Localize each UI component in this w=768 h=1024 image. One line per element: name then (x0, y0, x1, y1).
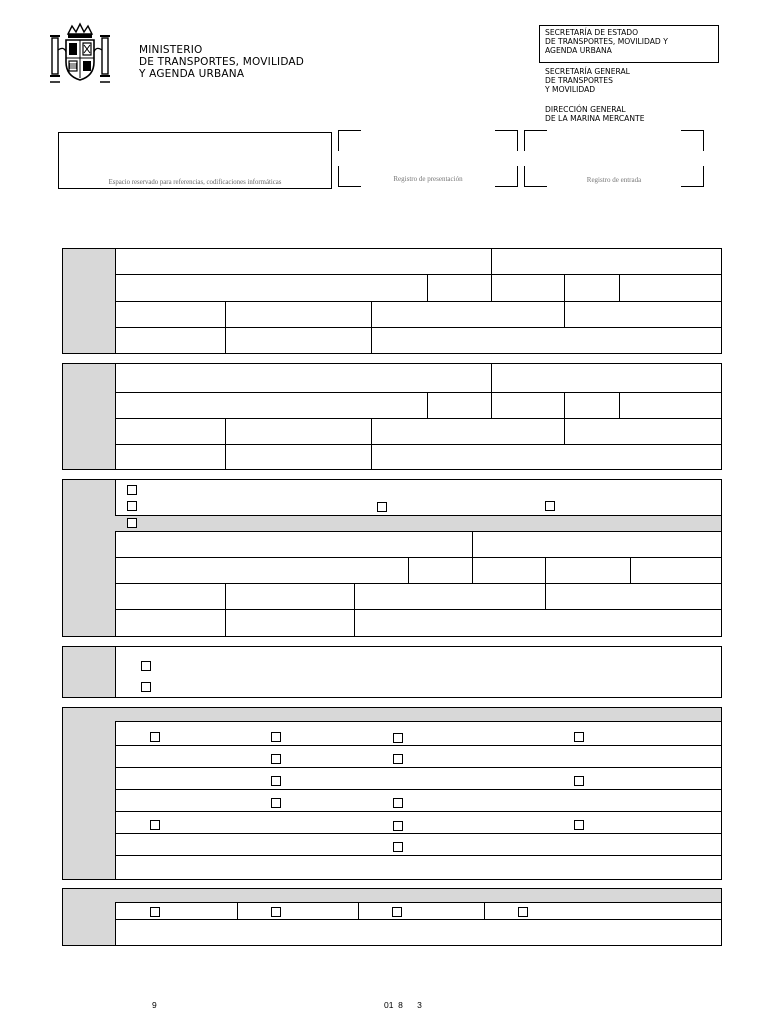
checkbox[interactable] (150, 907, 160, 917)
grid-rule (427, 274, 428, 301)
grid-rule (358, 903, 359, 919)
grid-rule (115, 418, 721, 419)
registro-presentacion-caption: Registro de presentación (393, 175, 463, 183)
section-3-label-band (63, 480, 116, 636)
grid-rule (354, 583, 355, 636)
secretariat-state (545, 28, 668, 56)
grid-rule (371, 418, 372, 469)
checkbox[interactable] (393, 754, 403, 764)
secretariat-state-line-3: AGENDA URBANA (545, 46, 612, 56)
section-2-grid (62, 363, 722, 470)
section-1-label-band (63, 249, 116, 353)
grid-rule (225, 418, 226, 469)
checkbox[interactable] (271, 754, 281, 764)
checkbox[interactable] (574, 776, 584, 786)
checkbox[interactable] (393, 733, 403, 743)
checkbox[interactable] (127, 501, 137, 511)
checkbox[interactable] (141, 661, 151, 671)
grid-rule (115, 392, 721, 393)
footer-center-code: 01 8 3 (384, 1000, 422, 1010)
section-3-grid (62, 479, 722, 637)
section-6-header-band (115, 889, 721, 903)
section-2-label-band (63, 364, 116, 469)
grid-rule (115, 609, 721, 610)
section-5-grid (62, 707, 722, 880)
grid-rule (115, 583, 721, 584)
directorate-line-2: DE LA MARINA MERCANTE (545, 114, 645, 124)
checkbox[interactable] (545, 501, 555, 511)
grid-rule (115, 919, 721, 920)
checkbox[interactable] (518, 907, 528, 917)
section-1-grid (62, 248, 722, 354)
section-3-subheader-band (115, 515, 721, 532)
grid-rule (491, 364, 492, 392)
grid-rule (491, 249, 492, 274)
ministry-line-2: DE TRANSPORTES, MOVILIDAD (139, 56, 305, 68)
secretariat-state-line-1: SECRETARÍA DE ESTADO (545, 28, 639, 37)
reference-box-caption: Espacio reservado para referencias, codificaciones informáticas (108, 179, 282, 186)
grid-rule (115, 767, 721, 768)
secretariat-general-line-1: SECRETARÍA GENERAL (545, 67, 630, 76)
ministry-name (139, 44, 304, 80)
checkbox[interactable] (393, 842, 403, 852)
corner-mark (338, 130, 361, 151)
directorate-line-1: DIRECCIÓN GENERAL (545, 105, 626, 114)
grid-rule (427, 392, 428, 418)
corner-mark (524, 130, 547, 151)
section-5-label-band (63, 708, 116, 879)
ministry-line-1: MINISTERIO (139, 44, 203, 56)
secretariat-state-line-2: DE TRANSPORTES, MOVILIDAD Y (545, 37, 668, 47)
section-5-header-band (115, 708, 721, 722)
section-4-grid (62, 646, 722, 698)
grid-rule (115, 745, 721, 746)
corner-mark (681, 130, 704, 151)
grid-rule (564, 418, 565, 444)
checkbox[interactable] (393, 798, 403, 808)
grid-rule (472, 531, 473, 557)
grid-rule (564, 301, 565, 327)
footer-left-code: 9 (152, 1000, 157, 1010)
checkbox[interactable] (574, 820, 584, 830)
grid-rule (115, 327, 721, 328)
secretariat-general (545, 67, 630, 95)
checkbox[interactable] (393, 821, 403, 831)
section-6-grid (62, 888, 722, 946)
grid-rule (115, 444, 721, 445)
secretariat-general-line-3: Y MOVILIDAD (545, 85, 596, 95)
grid-rule (408, 557, 409, 583)
grid-rule (371, 301, 372, 353)
grid-rule (472, 557, 473, 583)
grid-rule (225, 301, 226, 353)
ministry-line-3: Y AGENDA URBANA (139, 68, 245, 80)
grid-rule (564, 274, 565, 301)
checkbox[interactable] (377, 502, 387, 512)
grid-rule (545, 583, 546, 609)
checkbox[interactable] (271, 732, 281, 742)
grid-rule (115, 789, 721, 790)
checkbox[interactable] (150, 820, 160, 830)
grid-rule (619, 274, 620, 301)
checkbox[interactable] (271, 776, 281, 786)
secretariat-general-line-2: DE TRANSPORTES (545, 76, 613, 86)
directorate (545, 105, 645, 123)
registro-presentacion-area (338, 130, 518, 187)
section-6-label-band (63, 889, 116, 945)
registro-entrada-caption: Registro de entrada (586, 176, 642, 184)
checkbox[interactable] (150, 732, 160, 742)
checkbox[interactable] (271, 798, 281, 808)
grid-rule (115, 855, 721, 856)
grid-rule (491, 392, 492, 418)
grid-rule (484, 903, 485, 919)
grid-rule (564, 392, 565, 418)
grid-rule (115, 811, 721, 812)
grid-rule (630, 557, 631, 583)
reference-box[interactable] (58, 132, 332, 189)
checkbox[interactable] (127, 518, 137, 528)
grid-rule (225, 583, 226, 636)
grid-rule (115, 301, 721, 302)
checkbox[interactable] (127, 485, 137, 495)
checkbox[interactable] (392, 907, 402, 917)
grid-rule (115, 274, 721, 275)
coat-of-arms-logo (46, 20, 114, 88)
grid-rule (115, 833, 721, 834)
checkbox[interactable] (271, 907, 281, 917)
checkbox[interactable] (141, 682, 151, 692)
corner-mark (495, 130, 518, 151)
grid-rule (619, 392, 620, 418)
grid-rule (237, 903, 238, 919)
registro-entrada-area (524, 130, 704, 187)
checkbox[interactable] (574, 732, 584, 742)
section-4-label-band (63, 647, 116, 697)
grid-rule (545, 557, 546, 583)
grid-rule (491, 274, 492, 301)
